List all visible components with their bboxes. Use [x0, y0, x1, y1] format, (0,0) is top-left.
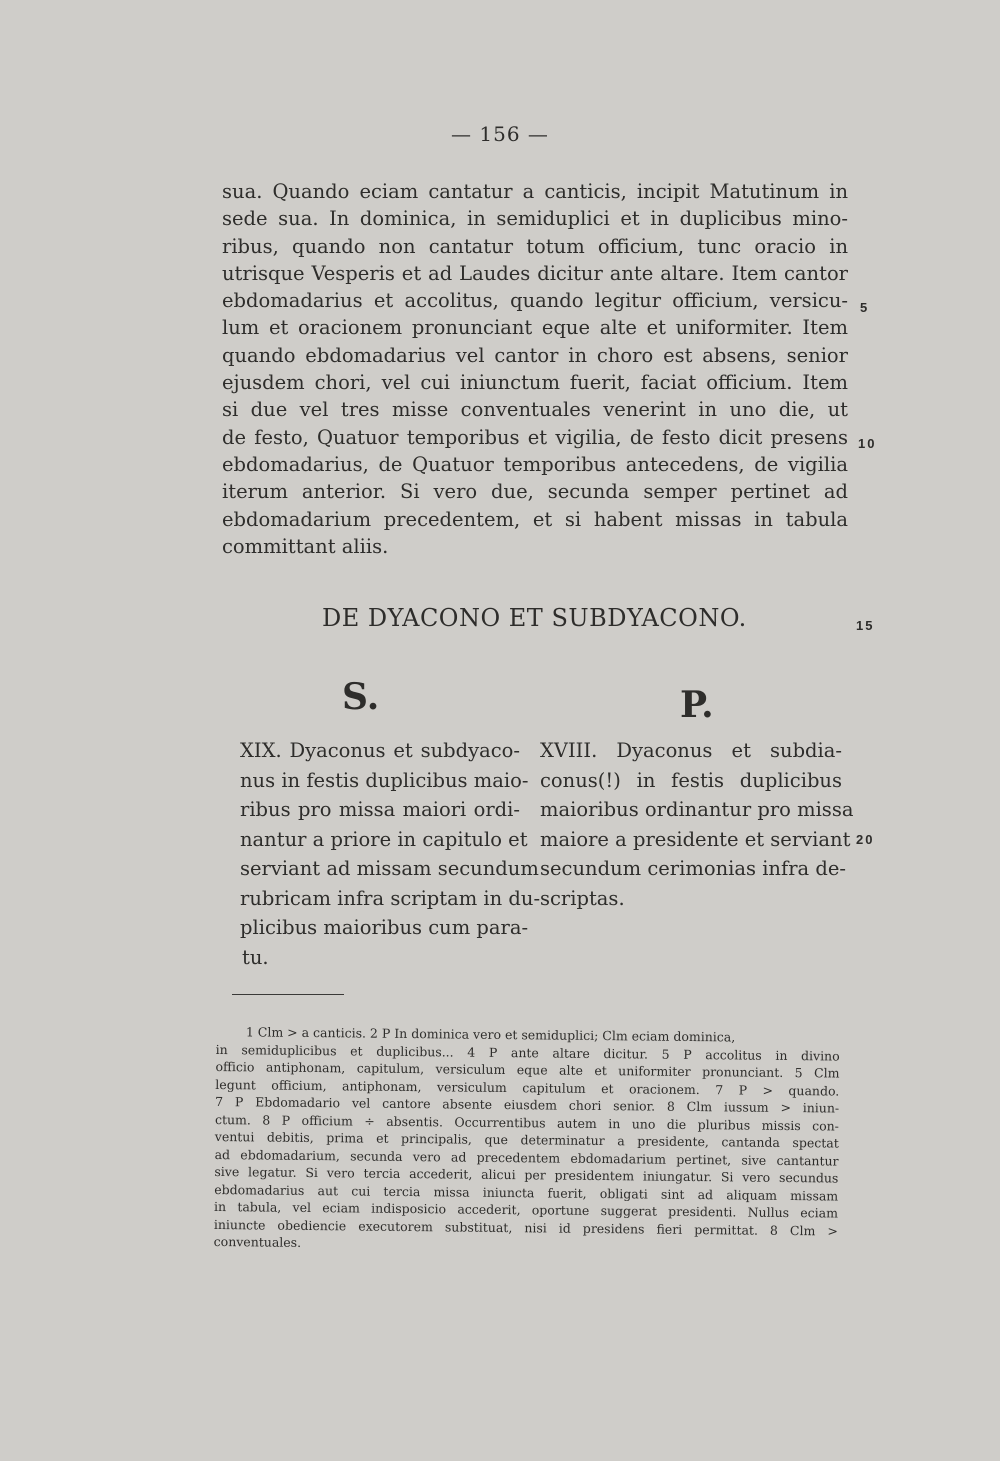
text-line: committant aliis.	[222, 534, 389, 558]
text-line: tu.	[242, 945, 269, 969]
text-line: XVIII. Dyaconus et subdia-	[540, 739, 842, 762]
footnote-line: sive legatur. Si vero tercia accederit, alicui per presidentem iniungatur. Si vero secundus	[214, 1163, 839, 1186]
text-line: ebdomadarius, de Quatuor temporibus antecedens, de vigilia	[222, 452, 848, 476]
footnote-line: iniuncte obediencie executorem substituat, nisi id presidens fieri permittat. 8 Clm >	[213, 1216, 838, 1239]
text-line: rubricam infra scriptam in du-	[240, 886, 541, 910]
right-column-text	[540, 736, 854, 913]
text-line: sua. Quando eciam cantatur a canticis, incipit Matutinum in	[222, 180, 848, 203]
line-number-20: 20	[856, 832, 875, 847]
text-line: quando ebdomadarius vel cantor in choro est absens, senior	[222, 343, 848, 367]
page-number: — 156 —	[451, 122, 549, 146]
line-number-15: 15	[856, 618, 875, 633]
siglum-p: P.	[680, 684, 714, 726]
text-line: si due vel tres misse conventuales venerint in uno die, ut	[222, 398, 848, 422]
text-line: maiore a presidente et serviant	[540, 827, 851, 851]
siglum-s: S.	[342, 676, 380, 718]
footnote-line: 7 P Ebdomadario vel cantore absente eiusdem chori senior. 8 Clm iussum > iniun-	[215, 1093, 840, 1116]
text-line: maioribus ordinantur pro missa	[540, 798, 854, 821]
footnote-line: officio antiphonam, capitulum, versiculum eque alte et uniformiter pronunciant. 5 Clm	[215, 1058, 840, 1081]
text-line: ribus, quando non cantatur totum officium, tunc oracio in	[222, 234, 848, 258]
footnote-rule	[232, 994, 344, 995]
footnote-line: legunt officium, antiphonam, versiculum capitulum et oracionem. 7 P > quando.	[215, 1076, 840, 1099]
line-number-5: 5	[860, 300, 870, 315]
text-line: ejusdem chori, vel cui iniunctum fuerit, faciat officium. Item	[222, 371, 848, 395]
footnote-line: ctum. 8 P officium ÷ absentis. Occurrentibus autem in uno die pluribus missis con-	[214, 1111, 840, 1134]
text-line: XIX. Dyaconus et subdyaco-	[240, 739, 520, 762]
text-line: plicibus maioribus cum para-	[240, 916, 529, 939]
text-line: secundum cerimonias infra de-	[540, 857, 846, 880]
text-line: de festo, Quatuor temporibus et vigilia, de festo dicit presens	[222, 425, 848, 449]
text-line: lum et oracionem pronunciant eque alte et uniformiter. Item	[222, 316, 848, 340]
text-line: sede sua. In dominica, in semiduplici et in duplicibus mino-	[222, 207, 848, 231]
footnote-line: in tabula, vel eciam indisposicio accederit, oportune suggerat presidenti. Nullus eciam	[213, 1198, 839, 1221]
text-line: iterum anterior. Si vero due, secunda semper pertinet ad	[222, 480, 848, 504]
section-heading: DE DYACONO ET SUBDYACONO.	[322, 604, 747, 632]
main-text	[222, 178, 848, 560]
text-line: scriptas.	[540, 886, 625, 910]
text-line: nus in festis duplicibus maio-	[240, 768, 529, 792]
footnote-line: ventui debitis, prima et principalis, que determinatur a presidente, cantanda spectat	[214, 1128, 839, 1151]
left-column-text	[240, 736, 541, 972]
text-line: nantur a priore in capitulo et	[240, 827, 528, 851]
footnotes	[214, 1023, 840, 1257]
text-line: utrisque Vesperis et ad Laudes dicitur ante altare. Item cantor	[222, 261, 848, 285]
footnote-line: in semiduplicibus et duplicibus... 4 P ante altare dicitur. 5 P accolitus in divino	[215, 1041, 840, 1064]
footnote-line: ad ebdomadarium, secunda vero ad precedentem ebdomadarium pertinet, sive cantantur	[214, 1146, 839, 1169]
footnote-line: ebdomadarius aut cui tercia missa iniuncta fuerit, obligati sint ad aliquam missam	[214, 1181, 839, 1204]
text-line: ribus pro missa maiori ordi-	[240, 798, 520, 821]
footnote-line: 1 Clm > a canticis. 2 P In dominica vero et semiduplici; Clm eciam dominica,	[245, 1024, 736, 1045]
line-number-10: 10	[858, 436, 877, 451]
text-line: ebdomadarium precedentem, et si habent missas in tabula	[222, 507, 848, 531]
footnote-line: conventuales.	[213, 1233, 302, 1250]
text-line: serviant ad missam secundum	[240, 857, 539, 880]
text-line: conus(!) in festis duplicibus	[540, 768, 842, 792]
text-line: ebdomadarius et accolitus, quando legitur officium, versicu-	[222, 289, 848, 313]
